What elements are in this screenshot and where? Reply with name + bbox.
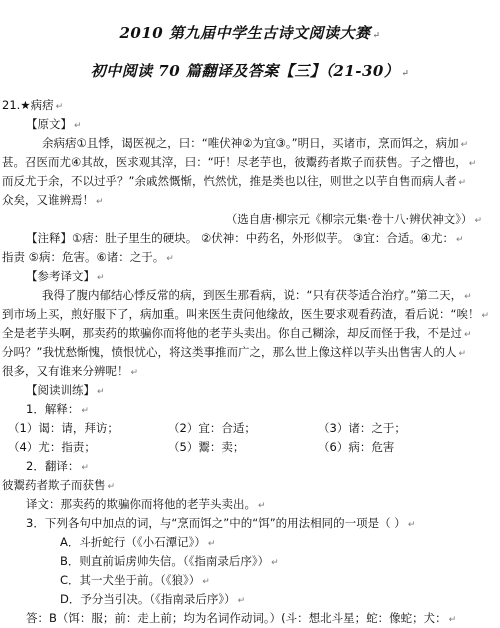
document-subtitle: [0, 60, 500, 81]
line-text: 指责 ⑤病：危害。⑥诸：之于。: [2, 250, 165, 264]
paragraph-mark-icon: ↵: [407, 520, 416, 530]
paragraph-mark-icon: ↵: [372, 31, 381, 41]
line-text: 很多，又有谁来分辨呢！: [2, 364, 129, 378]
text-line: [2, 267, 496, 286]
text-line: [2, 571, 496, 590]
line-text: 答：B（饵：服；前：走上前；均为名词作动词。）(斗：想北斗星；蛇：像蛇；犬：: [26, 611, 447, 625]
explain-item: （2）宜：合适；: [168, 421, 256, 435]
paragraph-mark-icon: ↵: [464, 292, 472, 302]
line-text: 全是老芋头啊，那卖药的欺骗你而将他的老芋头卖出。你自己糊涂，却反而怪于我，不是过: [2, 326, 462, 340]
line-text: 1．解释：: [26, 402, 80, 416]
paragraph-mark-icon: ↵: [107, 482, 116, 492]
line-text: 甚。召医而尤④其故，医求观其滓，曰：“吁！尽老芋也，彼鬻药者欺子而获售。子之懵也，: [2, 155, 467, 169]
text-line: [2, 457, 496, 476]
explain-item: （4）尤：指责；: [8, 440, 96, 454]
text-line: [2, 115, 496, 134]
text-line: [2, 590, 496, 609]
text-line: [2, 191, 496, 210]
explain-item: （6）病：危害: [318, 440, 395, 454]
paragraph-mark-icon: ↵: [464, 330, 472, 340]
paragraph-mark-icon: ↵: [271, 558, 279, 568]
text-line: [2, 134, 496, 153]
paragraph-mark-icon: ↵: [166, 254, 174, 264]
line-text: 我得了腹内郁结心悸反常的病，到医生那看病，说：“只有茯苓适合治疗。”第二天，: [42, 288, 463, 302]
text-line: [2, 533, 496, 552]
text-line: [2, 381, 496, 400]
line-text: 分吗？”我忧愁惭愧，愤恨忧心，将这类事推而广之，那么世上像这样以芋头出售害人的人: [2, 345, 457, 359]
line-text: A．斗折蛇行（《小石潭记》）: [60, 535, 206, 549]
paragraph-mark-icon: ↵: [130, 368, 139, 378]
document-body: [2, 96, 496, 628]
paragraph-mark-icon: ↵: [258, 501, 266, 511]
line-text: 而反尤于余，不以过乎？”余戚然慨惭，忾然忧，推是类也以往，则世之以芋自售而病人者: [2, 174, 457, 188]
line-text: 【原文】: [26, 117, 72, 131]
paragraph-mark-icon: ↵: [55, 102, 64, 112]
text-line: [2, 343, 496, 362]
line-text: D．予分当引决。（《指南录后序》）: [60, 592, 236, 606]
explain-row: [2, 419, 496, 438]
text-line: [2, 286, 496, 305]
text-line: [2, 609, 496, 628]
paragraph-mark-icon: ↵: [81, 463, 89, 473]
text-line: [2, 362, 496, 381]
paragraph-mark-icon: ↵: [96, 197, 104, 207]
paragraph-mark-icon: ↵: [468, 159, 477, 169]
line-text: 【参考译文】: [26, 269, 95, 283]
line-text: 【阅读训练】: [26, 383, 95, 397]
text-line: [2, 552, 496, 571]
paragraph-mark-icon: ↵: [202, 577, 210, 587]
text-line: [2, 210, 496, 229]
paragraph-mark-icon: ↵: [207, 539, 216, 549]
line-text: （选自唐·柳宗元《柳宗元集·卷十八·辨伏神文》）: [225, 212, 473, 226]
text-line: [2, 305, 496, 324]
line-text: 2．翻译：: [26, 459, 80, 473]
line-text: 译文：那卖药的欺骗你而将他的老芋头卖出。: [26, 497, 256, 511]
text-line: [2, 495, 496, 514]
text-line: [2, 324, 496, 343]
paragraph-mark-icon: ↵: [401, 69, 410, 79]
document-title: [0, 22, 500, 43]
explain-item: （3）诸：之于；: [318, 421, 406, 435]
paragraph-mark-icon: ↵: [97, 387, 105, 397]
text-line: [2, 514, 496, 533]
line-text: 余病痞①且悸，谒医视之，曰：“唯伏神②为宜③。”明日，买诸市，烹而饵之，病加: [42, 136, 459, 150]
text-line: [2, 476, 496, 495]
line-text: 彼鬻药者欺子而获售: [2, 478, 106, 492]
paragraph-mark-icon: ↵: [458, 178, 466, 188]
text-line: [2, 400, 496, 419]
paragraph-mark-icon: ↵: [481, 311, 489, 321]
line-text: 【注释】①痞：肚子里生的硬块。 ②伏神：中药名，外形似芋。 ③宜：合适。④尤：: [26, 231, 455, 245]
text-line: [2, 96, 496, 115]
text-line: [2, 153, 496, 172]
line-text: 21.★病痞: [2, 98, 54, 112]
paragraph-mark-icon: ↵: [237, 596, 246, 606]
text-line: [2, 248, 496, 267]
paragraph-mark-icon: ↵: [474, 216, 482, 226]
explain-item: （5）鬻：卖；: [168, 440, 245, 454]
paragraph-mark-icon: ↵: [458, 349, 466, 359]
paragraph-mark-icon: ↵: [460, 140, 469, 150]
line-text: 到市场上买，煎好服下了，病加重。叫来医生责问他缘故，医生要求观看药渣，看后说：“唉！: [2, 307, 480, 321]
paragraph-mark-icon: ↵: [81, 406, 89, 416]
text-line: [2, 172, 496, 191]
line-text: C．其一犬坐于前。（《狼》）: [60, 573, 201, 587]
line-text: B．则直前诟虏帅失信。（《指南录后序》）: [60, 554, 270, 568]
sub-title: 初中阅读 70 篇翻译及答案【三】（21-30）: [90, 62, 400, 80]
line-text: 3．下列各句中加点的词，与“烹而饵之”中的“饵”的用法相同的一项是（ ）: [26, 516, 406, 530]
explain-item: （1）谒：请，拜访；: [8, 421, 119, 435]
paragraph-mark-icon: ↵: [97, 273, 105, 283]
explain-row: [2, 438, 496, 457]
paragraph-mark-icon: ↵: [448, 615, 457, 625]
line-text: 众矣，又谁辨焉！: [2, 193, 94, 207]
paragraph-mark-icon: ↵: [456, 235, 464, 245]
main-title: 2010 第九届中学生古诗文阅读大赛: [119, 24, 371, 42]
text-line: [2, 229, 496, 248]
paragraph-mark-icon: ↵: [74, 121, 82, 131]
